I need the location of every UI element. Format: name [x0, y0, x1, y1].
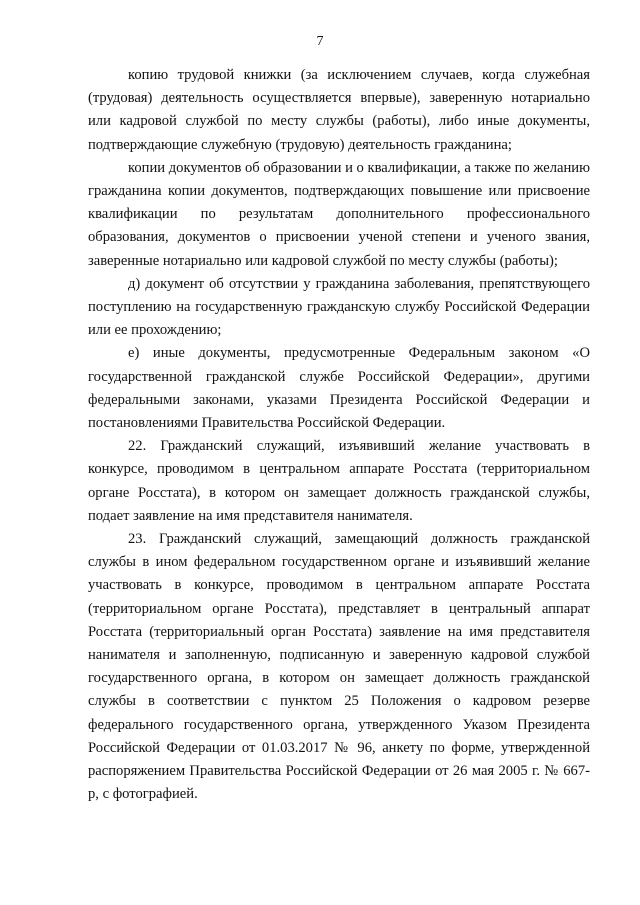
paragraph-other-documents: е) иные документы, предусмотренные Федеральным законом «О государственной гражданской службе Российской Федерации», другими федеральными законами, указами Президента Российской Федерации и постановлениями Правительства Российской Федерации.	[88, 345, 590, 432]
paragraph-education-documents: копии документов об образовании и о квалификации, а также по желанию гражданина копии документов, подтверждающих повышение или присвоение квалификации по результатам дополнительного профессионального образования, документов о присвоении ученой степени и ученого звания, заверенные нотариально или кадровой службой по месту службы (работы);	[88, 159, 590, 269]
paragraph-item-22: 22. Гражданский служащий, изъявивший желание участвовать в конкурсе, проводимом в центральном аппарате Росстата (территориальном органе Росстата), в котором он замещает должность гражданской службы, подает заявление на имя представителя нанимателя.	[88, 438, 590, 524]
paragraph-medical-certificate: д) документ об отсутствии у гражданина заболевания, препятствующего поступлению на государственную гражданскую службу Российской Федерации или ее прохождению;	[88, 275, 590, 339]
paragraph-work-record-copy: копию трудовой книжки (за исключением случаев, когда служебная (трудовая) деятельность осуществляется впервые), заверенную нотариально или кадровой службой по месту службы (работы), либо иные документы, подтверждающие служебную (трудовую) деятельность гражданина;	[88, 67, 590, 153]
paragraph-item-23: 23. Гражданский служащий, замещающий должность гражданской службы в ином федеральном государственном органе и изъявивший желание участвовать в конкурсе, проводимом в центральном аппарате Росстата (территориальном органе Росстата), представляет в центральный аппарат Росстата (территориальный орган Росстата) заявление на имя представителя нанимателя и заполненную, подписанную и заверенную кадровой службой государственного органа, в котором он замещает должность гражданской службы в соответствии с пунктом 25 Положения о кадровом резерве федерального государственного органа, утвержденного Указом Президента Российской Федерации от 01.03.2017 № 96, анкету по форме, утвержденной распоряжением Правительства Российской Федерации от 26 мая 2005 г. № 667-р, с фотографией.	[88, 531, 590, 803]
document-body	[88, 64, 590, 807]
page-number: 7	[316, 34, 324, 49]
